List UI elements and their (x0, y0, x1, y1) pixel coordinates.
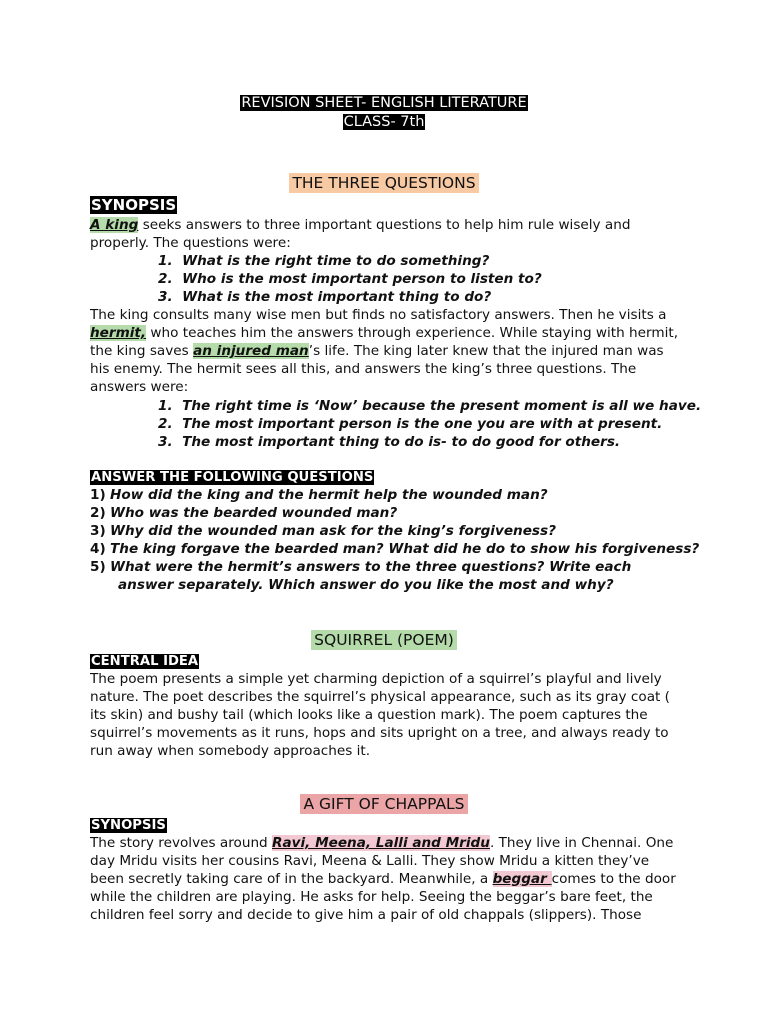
answer-text: The most important thing to do is- to do good for others. (182, 434, 621, 450)
question-text: Who was the bearded wounded man? (110, 505, 398, 521)
text-span: The story revolves around (90, 835, 273, 851)
answer-text: The right time is ‘Now’ because the present moment is all we have. (182, 398, 702, 414)
text-span: comes to the door (551, 871, 676, 887)
text-span: who teaches him the answers through experience. While staying with hermit, (146, 325, 679, 341)
class-row (0, 113, 768, 131)
question-text: What were the hermit’s answers to the three questions? Write each (110, 559, 632, 575)
paragraph-line: nature. The poet describes the squirrel’s physical appearance, such as its gray coat ( (90, 689, 670, 705)
text-span: been secretly taking care of in the backyard. Meanwhile, a (90, 871, 493, 887)
exercise-question (90, 558, 631, 576)
paragraph-line: its skin) and bushy tail (which looks like a question mark). The poem captures the (90, 707, 648, 723)
paragraph-line: day Mridu visits her cousins Ravi, Meena & Lalli. They show Mridu a kitten they’ve (90, 853, 650, 869)
answer-text: The most important person is the one you are with at present. (182, 416, 663, 432)
paragraph-line: children feel sorry and decide to give him a pair of old chappals (slippers). Those (90, 907, 642, 923)
paragraph-line (90, 216, 631, 234)
answer-list-item: 1. The right time is ‘Now’ because the present moment is all we have. (158, 398, 702, 414)
aq-label-row (90, 468, 374, 487)
paragraph-line: The king consults many wise men but finds no satisfactory answers. Then he visits a (90, 307, 667, 323)
doc-title: REVISION SHEET- ENGLISH LITERATURE (241, 95, 527, 111)
synopsis-label-row (90, 816, 167, 835)
paragraph-line: his enemy. The hermit sees all this, and answers the king’s three questions. The (90, 361, 637, 377)
section-heading-chappals: A GIFT OF CHAPPALS (300, 794, 467, 814)
question-list-item: 2. Who is the most important person to listen to? (158, 271, 542, 287)
answer-list-item: 2. The most important person is the one you are with at present. (158, 416, 663, 432)
highlight-injured-man: an injured man (193, 343, 309, 359)
synopsis-label-row (90, 196, 177, 215)
exercise-question (90, 540, 699, 558)
paragraph-line (90, 342, 664, 360)
exercise-question (90, 504, 397, 522)
answer-questions-label: ANSWER THE FOLLOWING QUESTIONS (91, 470, 374, 485)
paragraph-line: run away when somebody approaches it. (90, 743, 371, 759)
paragraph-line (90, 324, 678, 342)
text-span: ’s life. The king later knew that the injured man was (308, 343, 664, 359)
question-text: The king forgave the bearded man? What did he do to show his forgiveness? (110, 541, 700, 557)
section-heading-row (0, 795, 768, 814)
exercise-question (90, 522, 556, 540)
paragraph-line: properly. The questions were: (90, 235, 291, 251)
paragraph-line (90, 834, 673, 852)
paragraph-line (90, 870, 676, 888)
paragraph-line: while the children are playing. He asks for help. Seeing the beggar’s bare feet, the (90, 889, 653, 905)
question-list-item: 1. What is the right time to do something? (158, 253, 490, 269)
question-text: Why did the wounded man ask for the king’s forgiveness? (110, 523, 557, 539)
highlight-a-king: A king (90, 217, 139, 233)
question-text: How did the king and the hermit help the wounded man? (110, 487, 548, 503)
paragraph-line: squirrel’s movements as it runs, hops and sits upright on a tree, and always ready to (90, 725, 669, 741)
text-span: the king saves (90, 343, 194, 359)
highlight-hermit: hermit, (90, 325, 147, 341)
central-idea-label-row (90, 652, 199, 671)
doc-title-row (0, 94, 768, 112)
question-number: 1) (90, 487, 106, 503)
exercise-question-continued: answer separately. Which answer do you like the most and why? (118, 577, 614, 593)
highlight-characters: Ravi, Meena, Lalli and Mridu (272, 835, 490, 851)
question-text: What is the right time to do something? (182, 253, 490, 269)
section-heading-squirrel: SQUIRREL (POEM) (311, 630, 457, 650)
highlight-beggar: beggar (492, 871, 552, 887)
answer-list-item: 3. The most important thing to do is- to do good for others. (158, 434, 621, 450)
question-number: 5) (90, 559, 106, 575)
text-span: seeks answers to three important questions to help him rule wisely and (138, 217, 631, 233)
paragraph-line: answers were: (90, 379, 189, 395)
question-list-item: 3. What is the most important thing to do? (158, 289, 492, 305)
synopsis-label: SYNOPSIS (91, 196, 177, 214)
text-span: . They live in Chennai. One (489, 835, 674, 851)
exercise-question (90, 486, 548, 504)
paragraph-line: The poem presents a simple yet charming depiction of a squirrel’s playful and lively (90, 671, 662, 687)
question-number: 3) (90, 523, 106, 539)
question-number: 2) (90, 505, 106, 521)
central-idea-label: CENTRAL IDEA (91, 654, 199, 669)
section-heading-row (0, 174, 768, 193)
synopsis-label: SYNOPSIS (91, 818, 166, 833)
question-text: What is the most important thing to do? (182, 289, 492, 305)
question-number: 4) (90, 541, 106, 557)
question-text: Who is the most important person to listen to? (182, 271, 542, 287)
section-heading-row (0, 631, 768, 650)
section-heading-three-questions: THE THREE QUESTIONS (289, 173, 478, 193)
class-line: CLASS- 7th (343, 114, 425, 130)
